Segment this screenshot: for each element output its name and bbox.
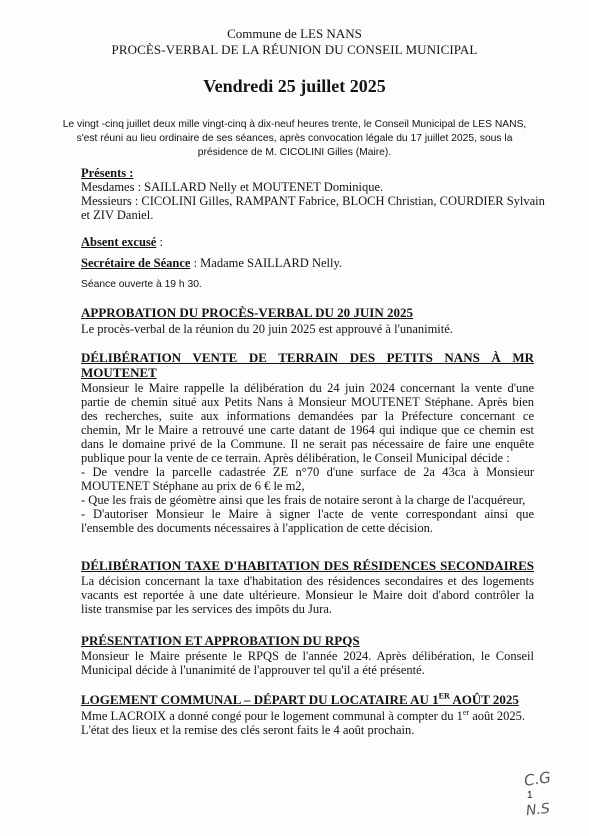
section-title-text: LOGEMENT COMMUNAL – DÉPART DU LOCATAIRE AU 1 <box>81 692 439 707</box>
attendance-present <box>81 166 545 222</box>
body-line: MOUTENET Stéphane au prix de 6 € le m2, <box>81 479 305 493</box>
body-line: liste transmise par les services des impôts du Jura. <box>81 602 332 616</box>
intro-line: Le vingt -cinq juillet deux mille vingt-cinq à dix-neuf heures trente, le Conseil Municipal de LES NANS, <box>62 119 527 130</box>
body-line: - Que les frais de géomètre ainsi que les frais de notaire seront à la charge de l'acquéreur, <box>81 493 526 507</box>
secretary-label: Secrétaire de Séance <box>81 256 191 270</box>
body-line: Le procès-verbal de la réunion du 20 juin 2025 est approuvé à l'unanimité. <box>81 322 453 336</box>
present-label: Présents : <box>81 166 134 180</box>
body-line: Monsieur le Maire rappelle la délibération du 24 juin 2024 concernant la vente d'une <box>81 381 534 395</box>
absent-line <box>81 235 534 249</box>
handwritten-initials-top: C.G <box>522 768 552 790</box>
section-title-land-sale-cont: MOUTENET <box>81 365 157 380</box>
section-title-pv-approval: APPROBATION DU PROCÈS-VERBAL DU 20 JUIN 2025 <box>81 305 414 320</box>
section-title-housing-tax: DÉLIBÉRATION TAXE D'HABITATION DES RÉSIDENCES SECONDAIRES <box>81 558 534 573</box>
absent-value: : <box>156 235 163 249</box>
section-title-text-end: AOÛT 2025 <box>449 692 519 707</box>
body-line: Monsieur le Maire présente le RPQS de l'année 2024. Après délibération, le Conseil <box>81 649 534 663</box>
section-body-housing-tax <box>81 574 534 616</box>
meeting-date: Vendredi 25 juillet 2025 <box>203 76 386 96</box>
body-line: partie de chemin situé aux Petits Nans à Monsieur MOUTENET Stéphane. Après bien <box>81 395 534 409</box>
secretary-value: : Madame SAILLARD Nelly. <box>190 256 343 270</box>
section-title-land-sale: DÉLIBÉRATION VENTE DE TERRAIN DES PETITS NANS À MR <box>81 350 534 365</box>
superscript: er <box>462 707 470 717</box>
body-line: vacants est reportée à une date ultérieure. Monsieur le Maire doit d'abord contrôler la <box>81 588 534 602</box>
section-title-superscript: ER <box>438 691 450 701</box>
present-messieurs-line: Messieurs : CICOLINI Gilles, RAMPANT Fabrice, BLOCH Christian, COURDIER Sylvain <box>81 194 545 208</box>
body-line: Municipal décide à l'unanimité de l'approuver tel qu'il a été présenté. <box>81 663 425 677</box>
section-body-communal-housing <box>81 709 534 737</box>
session-opening: Séance ouverte à 19 h 30. <box>81 279 202 290</box>
body-line: des recherches, suite aux informations demandées par la Préfecture concernant ce <box>81 409 534 423</box>
body-line: La décision concernant la taxe d'habitation des résidences secondaires et des logements <box>81 574 534 588</box>
section-body-rpqs <box>81 649 534 677</box>
body-line: Mme LACROIX a donné congé pour le logement communal à compter du 1er août 2025. <box>81 707 525 723</box>
body-line: l'ensemble des documents nécessaires à l'application de cette décision. <box>81 521 433 535</box>
absent-label: Absent excusé <box>81 235 157 249</box>
intro-line: présidence de M. CICOLINI Gilles (Maire). <box>197 146 392 158</box>
section-body-land-sale <box>81 381 534 535</box>
present-mesdames: Mesdames : SAILLARD Nelly et MOUTENET Dominique. <box>81 180 384 194</box>
handwritten-initials-bottom: N.S <box>525 800 551 820</box>
commune-name: Commune de LES NANS <box>227 26 362 41</box>
secretary-line <box>81 256 534 270</box>
body-line: dans le domaine privé de la Commune. Il ne serait pas nécessaire de faire une enquête <box>81 437 534 451</box>
section-title-rpqs: PRÉSENTATION ET APPROBATION DU RPQS <box>81 633 360 648</box>
section-title-communal-housing <box>81 692 519 708</box>
intro-line: s'est réuni au lieu ordinaire de ses séances, après convocation légale du 17 juillet 2025, sous la <box>76 132 513 144</box>
page-number: 1 <box>527 790 533 801</box>
intro-paragraph <box>0 118 589 159</box>
document-title: PROCÈS-VERBAL DE LA RÉUNION DU CONSEIL MUNICIPAL <box>111 42 478 57</box>
body-line: - D'autoriser Monsieur le Maire à signer l'acte de vente correspondant ainsi que <box>81 507 534 521</box>
present-messieurs-line: et ZIV Daniel. <box>81 208 154 222</box>
body-line: publique pour la vente de ce terrain. Après délibération, le Conseil Municipal décide : <box>81 451 510 465</box>
body-line: L'état des lieux et la remise des clés seront faits le 4 août prochain. <box>81 723 415 737</box>
body-line: - De vendre la parcelle cadastrée ZE n°70 d'une surface de 2a 43ca à Monsieur <box>81 465 534 479</box>
section-body-pv-approval <box>81 322 534 336</box>
body-line: chemin, Mr le Maire a retrouvé une carte datant de 1964 qui indique que ce chemin est <box>81 423 534 437</box>
